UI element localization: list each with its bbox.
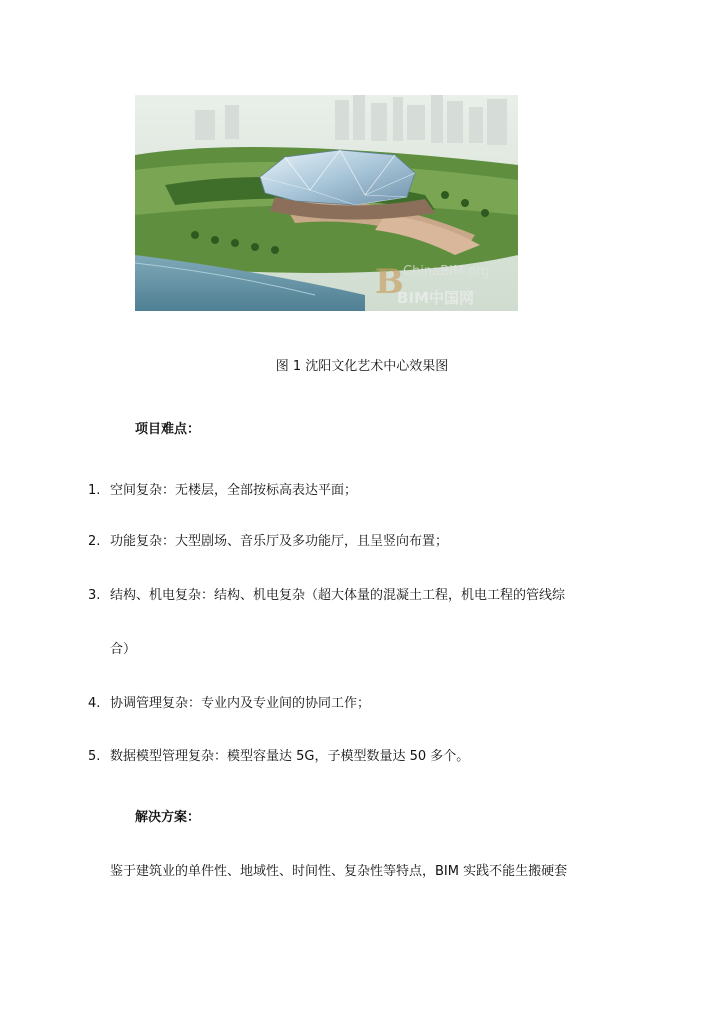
svg-text:B: B [375,262,404,302]
list-text: 空间复杂：无楼层，全部按标高表达平面； [110,483,358,498]
list-item [88,479,357,498]
list-text: 结构、机电复杂：结构、机电复杂（超大体量的混凝土工程，机电工程的管线综 [110,588,566,603]
list-item-continuation: 合） [110,642,137,657]
list-text: 数据模型管理复杂：模型容量达 5G，子模型数量达 50 多个。 [110,749,470,764]
list-number: 1. [88,483,101,498]
list-item [88,584,565,603]
watermark-text: BIM中国网 [397,289,474,307]
list-text: 协调管理复杂：专业内及专业间的协同工作； [110,696,371,711]
solution-paragraph: 鉴于建筑业的单件性、地域性、时间性、复杂性等特点，BIM 实践不能生搬硬套 [110,864,568,879]
difficulties-heading: 项目难点： [135,422,201,437]
list-number: 2. [88,534,101,549]
watermark-url: ChinaBIM.org [403,264,490,279]
building-rendering-image [135,95,518,311]
list-text: 功能复杂：大型剧场、音乐厅及多功能厅，且呈竖向布置； [110,534,449,549]
list-number: 5. [88,749,101,764]
figure-caption: 图 1 沈阳文化艺术中心效果图 [275,359,449,374]
list-number: 3. [88,588,101,603]
list-item [88,692,370,711]
list-item [88,745,469,764]
list-number: 4. [88,696,101,711]
list-item [88,530,448,549]
solution-heading: 解决方案： [135,810,201,825]
